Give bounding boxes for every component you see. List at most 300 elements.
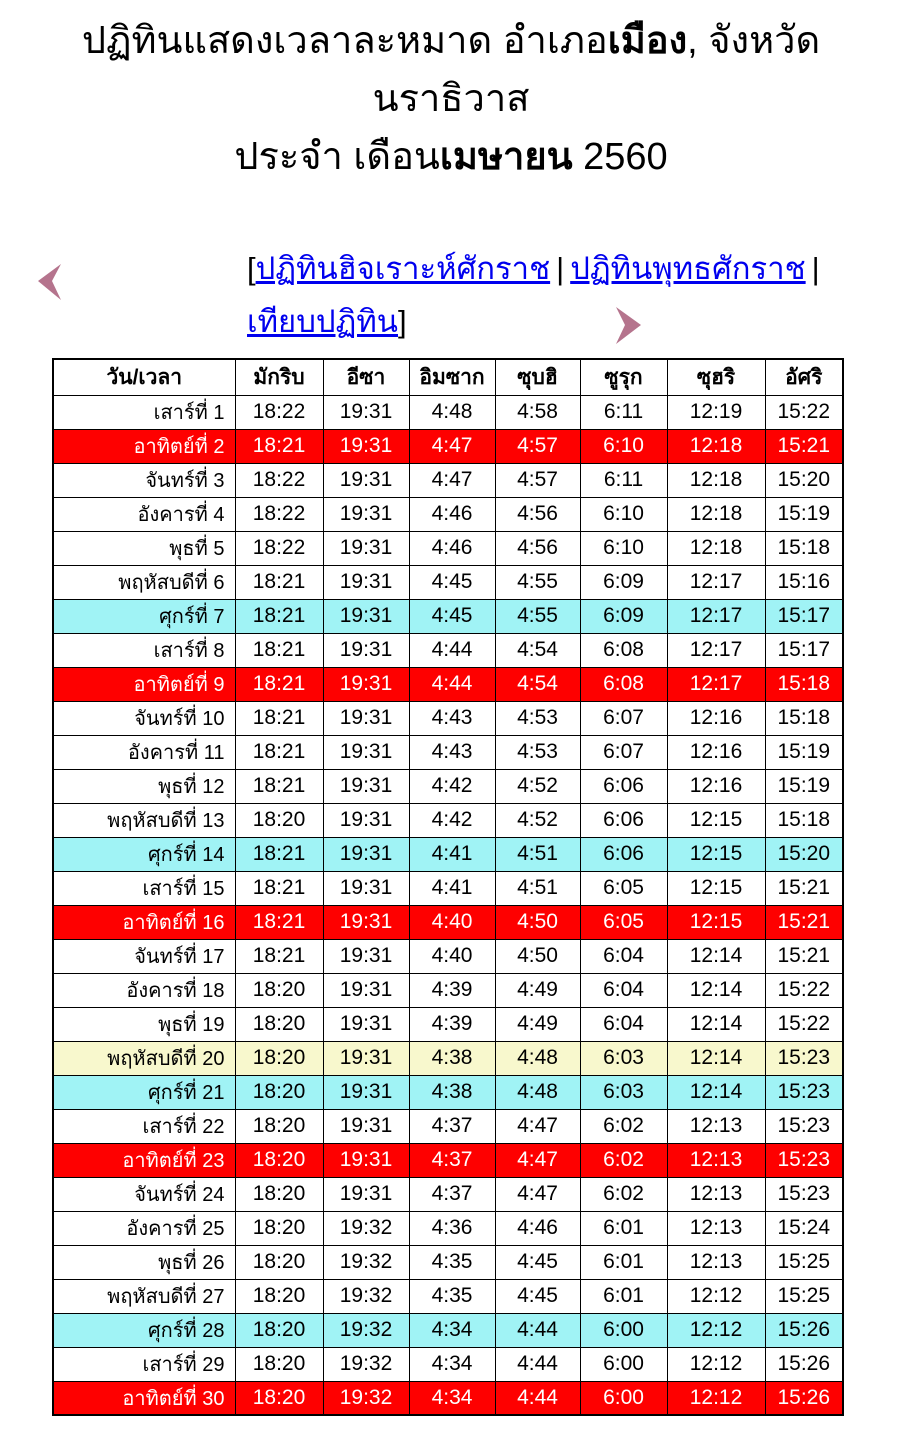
time-cell: 6:04 xyxy=(580,1007,667,1041)
table-row xyxy=(53,395,843,429)
time-cell: 19:31 xyxy=(323,531,409,565)
time-cell: 18:22 xyxy=(235,463,323,497)
table-row xyxy=(53,1109,843,1143)
time-cell: 6:02 xyxy=(580,1109,667,1143)
time-cell: 18:20 xyxy=(235,1279,323,1313)
time-cell: 15:20 xyxy=(765,463,843,497)
time-cell: 4:34 xyxy=(409,1347,495,1381)
time-cell: 6:09 xyxy=(580,565,667,599)
time-cell: 15:17 xyxy=(765,633,843,667)
time-cell: 19:32 xyxy=(323,1245,409,1279)
time-cell: 15:21 xyxy=(765,905,843,939)
time-cell: 4:37 xyxy=(409,1177,495,1211)
column-header-asr: อัศริ xyxy=(765,359,843,395)
time-cell: 4:47 xyxy=(495,1177,580,1211)
time-cell: 6:02 xyxy=(580,1177,667,1211)
time-cell: 15:21 xyxy=(765,939,843,973)
time-cell: 19:31 xyxy=(323,1041,409,1075)
time-cell: 19:31 xyxy=(323,837,409,871)
table-row xyxy=(53,1075,843,1109)
time-cell: 4:47 xyxy=(409,463,495,497)
time-cell: 12:14 xyxy=(667,939,765,973)
time-cell: 4:42 xyxy=(409,803,495,837)
time-cell: 6:07 xyxy=(580,701,667,735)
day-cell: อาทิตย์ที่ 23 xyxy=(53,1143,235,1177)
day-cell: เสาร์ที่ 22 xyxy=(53,1109,235,1143)
time-cell: 19:31 xyxy=(323,667,409,701)
time-cell: 15:17 xyxy=(765,599,843,633)
time-cell: 4:46 xyxy=(409,531,495,565)
time-cell: 15:19 xyxy=(765,769,843,803)
time-cell: 15:19 xyxy=(765,497,843,531)
time-cell: 4:43 xyxy=(409,735,495,769)
time-cell: 19:31 xyxy=(323,599,409,633)
table-row xyxy=(53,701,843,735)
time-cell: 15:23 xyxy=(765,1143,843,1177)
time-cell: 4:53 xyxy=(495,701,580,735)
time-cell: 12:15 xyxy=(667,905,765,939)
time-cell: 4:49 xyxy=(495,1007,580,1041)
link-separator: | xyxy=(811,251,820,286)
link-separator: | xyxy=(556,251,565,286)
time-cell: 18:21 xyxy=(235,939,323,973)
time-cell: 6:04 xyxy=(580,973,667,1007)
time-cell: 18:21 xyxy=(235,769,323,803)
time-cell: 12:18 xyxy=(667,463,765,497)
time-cell: 18:21 xyxy=(235,429,323,463)
table-row xyxy=(53,973,843,1007)
title-line1-pre: ปฏิทินแสดงเวลาละหมาด อำเภอ xyxy=(81,20,608,62)
day-cell: อังคารที่ 4 xyxy=(53,497,235,531)
time-cell: 4:44 xyxy=(495,1313,580,1347)
time-cell: 15:22 xyxy=(765,1007,843,1041)
time-cell: 12:17 xyxy=(667,667,765,701)
time-cell: 4:48 xyxy=(495,1075,580,1109)
time-cell: 4:36 xyxy=(409,1211,495,1245)
time-cell: 18:20 xyxy=(235,1007,323,1041)
time-cell: 19:31 xyxy=(323,633,409,667)
time-cell: 6:05 xyxy=(580,905,667,939)
time-cell: 19:31 xyxy=(323,769,409,803)
time-cell: 18:20 xyxy=(235,1177,323,1211)
time-cell: 18:20 xyxy=(235,1041,323,1075)
time-cell: 18:21 xyxy=(235,905,323,939)
time-cell: 15:22 xyxy=(765,395,843,429)
time-cell: 4:41 xyxy=(409,871,495,905)
time-cell: 6:10 xyxy=(580,531,667,565)
table-header-row xyxy=(53,359,843,395)
time-cell: 15:20 xyxy=(765,837,843,871)
time-cell: 6:00 xyxy=(580,1381,667,1415)
day-cell: ศุกร์ที่ 28 xyxy=(53,1313,235,1347)
time-cell: 18:22 xyxy=(235,395,323,429)
day-cell: อังคารที่ 18 xyxy=(53,973,235,1007)
time-cell: 12:16 xyxy=(667,769,765,803)
time-cell: 4:45 xyxy=(409,599,495,633)
time-cell: 19:31 xyxy=(323,701,409,735)
time-cell: 18:20 xyxy=(235,1313,323,1347)
day-cell: อาทิตย์ที่ 9 xyxy=(53,667,235,701)
time-cell: 4:52 xyxy=(495,769,580,803)
table-row xyxy=(53,1041,843,1075)
table-row xyxy=(53,599,843,633)
time-cell: 18:21 xyxy=(235,599,323,633)
time-cell: 12:12 xyxy=(667,1347,765,1381)
prev-month-chevron-left-icon[interactable] xyxy=(33,262,65,302)
time-cell: 4:50 xyxy=(495,939,580,973)
table-row xyxy=(53,429,843,463)
time-cell: 18:21 xyxy=(235,871,323,905)
time-cell: 4:40 xyxy=(409,905,495,939)
time-cell: 12:18 xyxy=(667,531,765,565)
time-cell: 6:02 xyxy=(580,1143,667,1177)
time-cell: 6:01 xyxy=(580,1245,667,1279)
time-cell: 4:44 xyxy=(495,1381,580,1415)
time-cell: 18:20 xyxy=(235,1347,323,1381)
time-cell: 6:06 xyxy=(580,803,667,837)
day-cell: พฤหัสบดีที่ 13 xyxy=(53,803,235,837)
day-cell: ศุกร์ที่ 21 xyxy=(53,1075,235,1109)
time-cell: 4:52 xyxy=(495,803,580,837)
time-cell: 19:32 xyxy=(323,1211,409,1245)
day-cell: พฤหัสบดีที่ 27 xyxy=(53,1279,235,1313)
time-cell: 4:34 xyxy=(409,1313,495,1347)
table-row xyxy=(53,1143,843,1177)
time-cell: 4:42 xyxy=(409,769,495,803)
table-row xyxy=(53,939,843,973)
link-buddhist-calendar[interactable]: ปฏิทินพุทธศักราช xyxy=(570,251,806,286)
time-cell: 4:44 xyxy=(409,633,495,667)
time-cell: 4:45 xyxy=(495,1279,580,1313)
time-cell: 4:55 xyxy=(495,599,580,633)
time-cell: 18:21 xyxy=(235,837,323,871)
time-cell: 12:16 xyxy=(667,735,765,769)
day-cell: พฤหัสบดีที่ 20 xyxy=(53,1041,235,1075)
time-cell: 15:19 xyxy=(765,735,843,769)
column-header-day: วัน/เวลา xyxy=(53,359,235,395)
time-cell: 4:50 xyxy=(495,905,580,939)
day-cell: อังคารที่ 11 xyxy=(53,735,235,769)
bracket-close: ] xyxy=(398,304,407,339)
time-cell: 19:31 xyxy=(323,973,409,1007)
time-cell: 4:35 xyxy=(409,1245,495,1279)
title-line3-post: 2560 xyxy=(572,136,668,178)
time-cell: 4:40 xyxy=(409,939,495,973)
time-cell: 18:20 xyxy=(235,1211,323,1245)
time-cell: 18:20 xyxy=(235,1245,323,1279)
time-cell: 12:12 xyxy=(667,1381,765,1415)
time-cell: 4:44 xyxy=(409,667,495,701)
time-cell: 15:23 xyxy=(765,1109,843,1143)
time-cell: 15:21 xyxy=(765,429,843,463)
time-cell: 15:22 xyxy=(765,973,843,1007)
time-cell: 4:39 xyxy=(409,1007,495,1041)
day-cell: เสาร์ที่ 8 xyxy=(53,633,235,667)
time-cell: 12:13 xyxy=(667,1143,765,1177)
table-row xyxy=(53,735,843,769)
time-cell: 19:31 xyxy=(323,565,409,599)
time-cell: 6:00 xyxy=(580,1313,667,1347)
time-cell: 19:31 xyxy=(323,395,409,429)
time-cell: 12:14 xyxy=(667,1041,765,1075)
time-cell: 15:18 xyxy=(765,701,843,735)
day-cell: จันทร์ที่ 3 xyxy=(53,463,235,497)
time-cell: 18:20 xyxy=(235,1381,323,1415)
time-cell: 18:21 xyxy=(235,633,323,667)
time-cell: 6:11 xyxy=(580,395,667,429)
calendar-links xyxy=(247,242,867,348)
time-cell: 18:20 xyxy=(235,1143,323,1177)
day-cell: อาทิตย์ที่ 30 xyxy=(53,1381,235,1415)
time-cell: 4:49 xyxy=(495,973,580,1007)
day-cell: พุธที่ 5 xyxy=(53,531,235,565)
time-cell: 12:18 xyxy=(667,429,765,463)
time-cell: 4:56 xyxy=(495,497,580,531)
day-cell: อาทิตย์ที่ 16 xyxy=(53,905,235,939)
time-cell: 18:21 xyxy=(235,735,323,769)
table-row xyxy=(53,1177,843,1211)
time-cell: 12:17 xyxy=(667,565,765,599)
time-cell: 19:31 xyxy=(323,939,409,973)
time-cell: 18:21 xyxy=(235,701,323,735)
table-row xyxy=(53,871,843,905)
day-cell: ศุกร์ที่ 7 xyxy=(53,599,235,633)
time-cell: 19:32 xyxy=(323,1313,409,1347)
table-row xyxy=(53,497,843,531)
time-cell: 15:23 xyxy=(765,1041,843,1075)
time-cell: 4:51 xyxy=(495,871,580,905)
time-cell: 19:31 xyxy=(323,1143,409,1177)
time-cell: 18:21 xyxy=(235,565,323,599)
time-cell: 12:12 xyxy=(667,1313,765,1347)
time-cell: 19:31 xyxy=(323,1109,409,1143)
time-cell: 12:13 xyxy=(667,1109,765,1143)
time-cell: 12:18 xyxy=(667,497,765,531)
time-cell: 15:18 xyxy=(765,531,843,565)
time-cell: 19:31 xyxy=(323,497,409,531)
table-row xyxy=(53,1381,843,1415)
time-cell: 6:10 xyxy=(580,497,667,531)
time-cell: 12:13 xyxy=(667,1177,765,1211)
time-cell: 18:20 xyxy=(235,1075,323,1109)
time-cell: 19:32 xyxy=(323,1381,409,1415)
time-cell: 6:04 xyxy=(580,939,667,973)
day-cell: จันทร์ที่ 17 xyxy=(53,939,235,973)
time-cell: 12:14 xyxy=(667,973,765,1007)
title-line1-post: , จังหวัด xyxy=(687,20,821,62)
time-cell: 4:44 xyxy=(495,1347,580,1381)
title-line2: นราธิวาส xyxy=(372,78,530,120)
time-cell: 4:38 xyxy=(409,1075,495,1109)
column-header-maghrib: มักริบ xyxy=(235,359,323,395)
time-cell: 6:06 xyxy=(580,769,667,803)
table-row xyxy=(53,1211,843,1245)
column-header-imsak: อิมซาก xyxy=(409,359,495,395)
page-title xyxy=(0,0,902,186)
time-cell: 4:43 xyxy=(409,701,495,735)
time-cell: 12:14 xyxy=(667,1075,765,1109)
time-cell: 4:39 xyxy=(409,973,495,1007)
time-cell: 4:35 xyxy=(409,1279,495,1313)
time-cell: 12:15 xyxy=(667,871,765,905)
day-cell: พฤหัสบดีที่ 6 xyxy=(53,565,235,599)
time-cell: 4:57 xyxy=(495,429,580,463)
time-cell: 4:51 xyxy=(495,837,580,871)
time-cell: 19:31 xyxy=(323,1177,409,1211)
time-cell: 4:47 xyxy=(495,1143,580,1177)
time-cell: 4:57 xyxy=(495,463,580,497)
time-cell: 4:54 xyxy=(495,633,580,667)
day-cell: พุธที่ 12 xyxy=(53,769,235,803)
table-row xyxy=(53,1347,843,1381)
time-cell: 18:22 xyxy=(235,531,323,565)
time-cell: 12:13 xyxy=(667,1245,765,1279)
time-cell: 4:47 xyxy=(495,1109,580,1143)
time-cell: 4:58 xyxy=(495,395,580,429)
table-row xyxy=(53,803,843,837)
column-header-shuruq: ซูรุก xyxy=(580,359,667,395)
day-cell: เสาร์ที่ 29 xyxy=(53,1347,235,1381)
time-cell: 6:05 xyxy=(580,871,667,905)
time-cell: 12:17 xyxy=(667,633,765,667)
time-cell: 18:20 xyxy=(235,1109,323,1143)
table-row xyxy=(53,1007,843,1041)
time-cell: 15:21 xyxy=(765,871,843,905)
time-cell: 19:32 xyxy=(323,1347,409,1381)
day-cell: อาทิตย์ที่ 2 xyxy=(53,429,235,463)
column-header-subhi: ซุบฮิ xyxy=(495,359,580,395)
time-cell: 15:18 xyxy=(765,667,843,701)
time-cell: 19:31 xyxy=(323,871,409,905)
time-cell: 6:07 xyxy=(580,735,667,769)
time-cell: 15:16 xyxy=(765,565,843,599)
time-cell: 19:31 xyxy=(323,1007,409,1041)
day-cell: จันทร์ที่ 24 xyxy=(53,1177,235,1211)
time-cell: 4:48 xyxy=(409,395,495,429)
time-cell: 6:09 xyxy=(580,599,667,633)
time-cell: 19:31 xyxy=(323,905,409,939)
time-cell: 4:38 xyxy=(409,1041,495,1075)
day-cell: เสาร์ที่ 15 xyxy=(53,871,235,905)
time-cell: 19:31 xyxy=(323,429,409,463)
day-cell: อังคารที่ 25 xyxy=(53,1211,235,1245)
time-cell: 12:12 xyxy=(667,1279,765,1313)
time-cell: 6:01 xyxy=(580,1279,667,1313)
time-cell: 4:37 xyxy=(409,1143,495,1177)
time-cell: 6:06 xyxy=(580,837,667,871)
time-cell: 18:20 xyxy=(235,973,323,1007)
time-cell: 4:46 xyxy=(495,1211,580,1245)
title-line3-pre: ประจำ เดือน xyxy=(234,136,440,178)
time-cell: 6:00 xyxy=(580,1347,667,1381)
time-cell: 4:45 xyxy=(409,565,495,599)
next-month-chevron-right-icon[interactable] xyxy=(610,304,646,346)
time-cell: 12:16 xyxy=(667,701,765,735)
time-cell: 4:54 xyxy=(495,667,580,701)
table-row xyxy=(53,531,843,565)
time-cell: 12:15 xyxy=(667,803,765,837)
table-row xyxy=(53,667,843,701)
time-cell: 19:31 xyxy=(323,1075,409,1109)
time-cell: 6:03 xyxy=(580,1041,667,1075)
day-cell: ศุกร์ที่ 14 xyxy=(53,837,235,871)
time-cell: 4:55 xyxy=(495,565,580,599)
time-cell: 15:26 xyxy=(765,1313,843,1347)
table-row xyxy=(53,1245,843,1279)
time-cell: 6:08 xyxy=(580,633,667,667)
time-cell: 4:41 xyxy=(409,837,495,871)
link-compare-calendar[interactable]: เทียบปฏิทิน xyxy=(247,304,398,339)
link-hijri-calendar[interactable]: ปฏิทินฮิจเราะห์ศักราช xyxy=(255,251,551,286)
time-cell: 15:25 xyxy=(765,1245,843,1279)
time-cell: 18:21 xyxy=(235,667,323,701)
time-cell: 15:26 xyxy=(765,1347,843,1381)
time-cell: 4:56 xyxy=(495,531,580,565)
time-cell: 15:26 xyxy=(765,1381,843,1415)
time-cell: 15:24 xyxy=(765,1211,843,1245)
time-cell: 4:53 xyxy=(495,735,580,769)
table-row xyxy=(53,1313,843,1347)
time-cell: 19:31 xyxy=(323,463,409,497)
time-cell: 12:17 xyxy=(667,599,765,633)
time-cell: 19:31 xyxy=(323,735,409,769)
time-cell: 12:19 xyxy=(667,395,765,429)
time-cell: 6:11 xyxy=(580,463,667,497)
time-cell: 4:48 xyxy=(495,1041,580,1075)
time-cell: 15:25 xyxy=(765,1279,843,1313)
column-header-zuhr: ซุฮริ xyxy=(667,359,765,395)
time-cell: 12:13 xyxy=(667,1211,765,1245)
bracket-open: [ xyxy=(247,251,256,286)
time-cell: 15:23 xyxy=(765,1075,843,1109)
table-row xyxy=(53,565,843,599)
time-cell: 12:14 xyxy=(667,1007,765,1041)
title-line1-bold: เมือง xyxy=(607,20,688,62)
time-cell: 15:23 xyxy=(765,1177,843,1211)
time-cell: 4:45 xyxy=(495,1245,580,1279)
time-cell: 4:46 xyxy=(409,497,495,531)
table-row xyxy=(53,1279,843,1313)
day-cell: เสาร์ที่ 1 xyxy=(53,395,235,429)
prayer-table-body xyxy=(53,395,843,1415)
day-cell: พุธที่ 19 xyxy=(53,1007,235,1041)
table-row xyxy=(53,769,843,803)
title-line3-bold: เมษายน xyxy=(439,136,573,178)
prayer-times-table xyxy=(52,358,844,1416)
time-cell: 6:08 xyxy=(580,667,667,701)
time-cell: 19:32 xyxy=(323,1279,409,1313)
day-cell: พุธที่ 26 xyxy=(53,1245,235,1279)
time-cell: 18:22 xyxy=(235,497,323,531)
table-row xyxy=(53,905,843,939)
calendar-nav xyxy=(0,242,902,352)
table-row xyxy=(53,837,843,871)
time-cell: 6:03 xyxy=(580,1075,667,1109)
time-cell: 4:37 xyxy=(409,1109,495,1143)
time-cell: 4:34 xyxy=(409,1381,495,1415)
day-cell: จันทร์ที่ 10 xyxy=(53,701,235,735)
time-cell: 19:31 xyxy=(323,803,409,837)
time-cell: 15:18 xyxy=(765,803,843,837)
time-cell: 18:20 xyxy=(235,803,323,837)
time-cell: 6:01 xyxy=(580,1211,667,1245)
table-row xyxy=(53,633,843,667)
time-cell: 4:47 xyxy=(409,429,495,463)
time-cell: 12:15 xyxy=(667,837,765,871)
column-header-isha: อีซา xyxy=(323,359,409,395)
table-row xyxy=(53,463,843,497)
time-cell: 6:10 xyxy=(580,429,667,463)
